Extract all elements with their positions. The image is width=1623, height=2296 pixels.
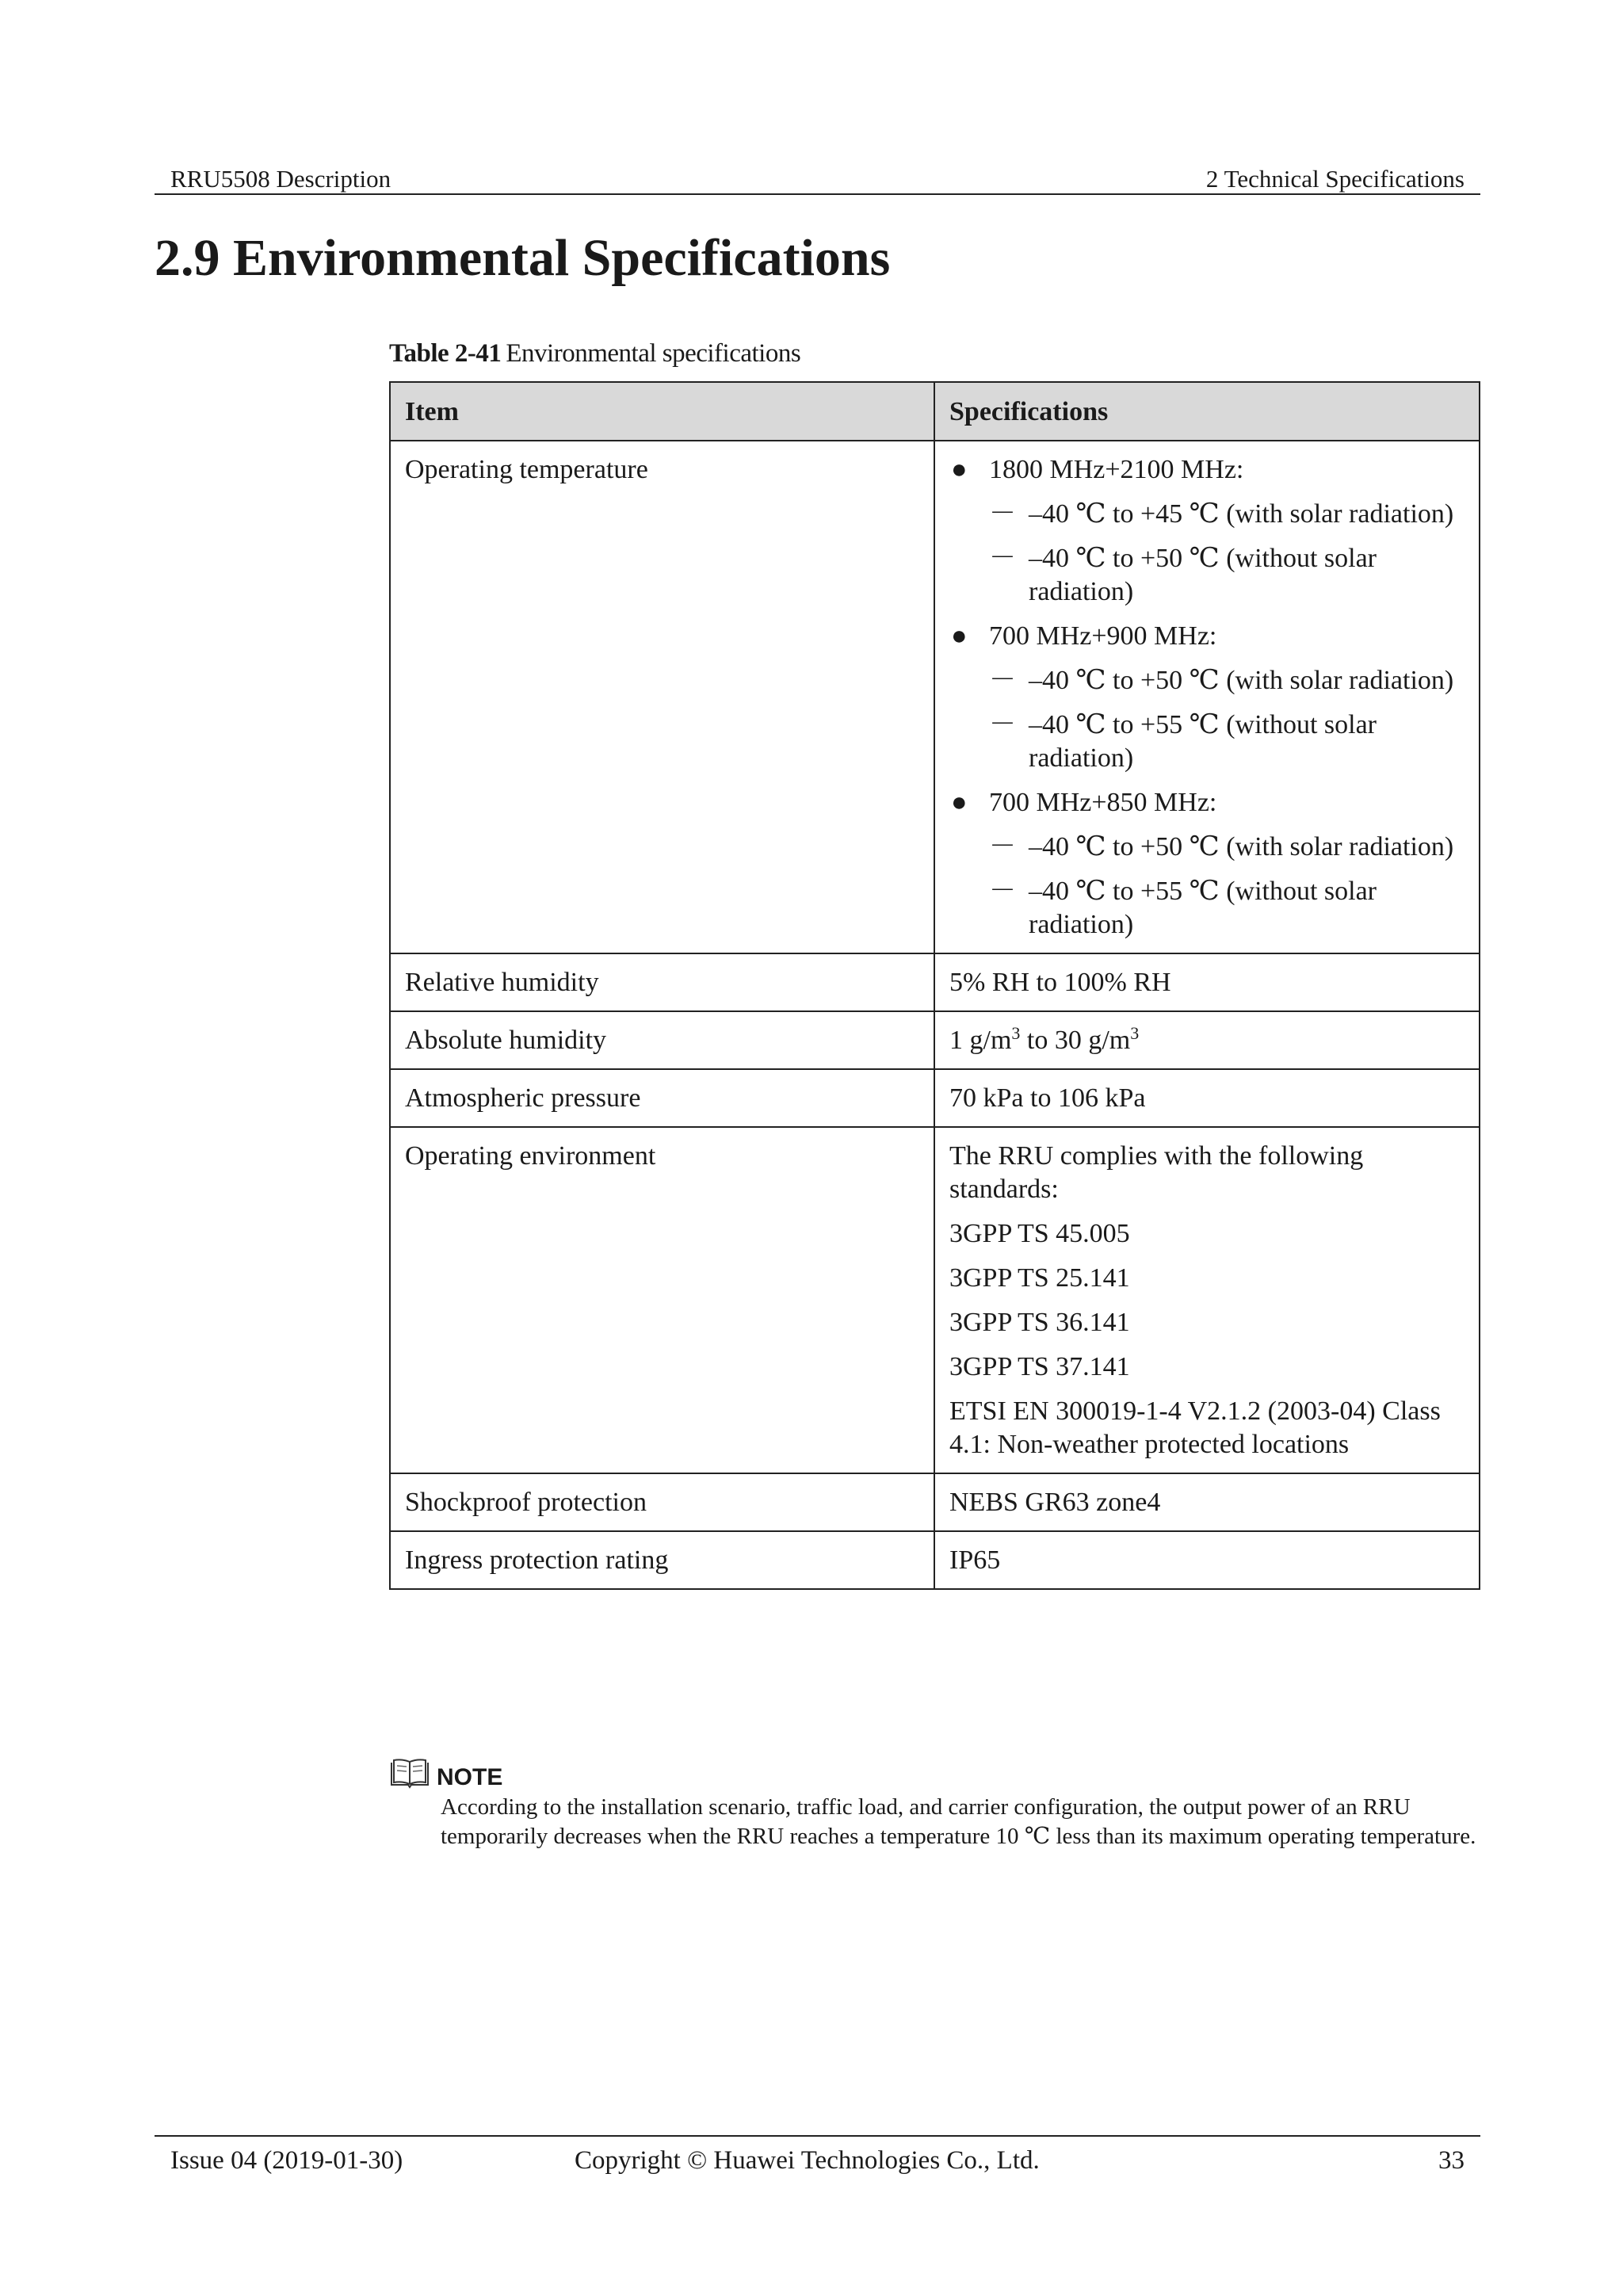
spec-text: to 30 g/m <box>1020 1026 1131 1055</box>
temperature-range: –40 ℃ to +55 ℃ (without solar radiation) <box>1029 877 1377 939</box>
item-cell: Ingress protection rating <box>390 1531 934 1589</box>
spec-cell <box>934 1127 1480 1473</box>
spec-cell <box>934 1011 1480 1069</box>
item-cell: Relative humidity <box>390 953 934 1011</box>
table-row <box>390 1531 1480 1589</box>
spec-cell: 70 kPa to 106 kPa <box>934 1069 1480 1127</box>
spec-cell: IP65 <box>934 1531 1480 1589</box>
dash-icon: － <box>989 499 1016 529</box>
note-text: According to the installation scenario, traffic load, and carrier configuration, the output power of an RRU temporarily decreases when the RRU reaches a temperature 10 ℃ less than its maximum operating temperature. <box>441 1794 1476 1849</box>
issue-date: Issue 04 (2019-01-30) <box>170 2146 403 2175</box>
page-footer <box>155 2135 1480 2176</box>
page-header <box>155 160 1480 195</box>
temperature-range: –40 ℃ to +50 ℃ (with solar radiation) <box>1029 666 1454 695</box>
book-icon <box>389 1758 430 1790</box>
note-block <box>389 1756 1483 1851</box>
item-cell: Operating temperature <box>390 441 934 953</box>
page-number: 33 <box>1438 2146 1465 2175</box>
copyright: Copyright © Huawei Technologies Co., Ltd. <box>575 2146 1040 2175</box>
section-title: 2.9 Environmental Specifications <box>155 229 891 287</box>
standard-item: 3GPP TS 37.141 <box>949 1352 1130 1381</box>
table-caption <box>389 339 800 369</box>
dash-icon: － <box>989 544 1016 573</box>
table-row <box>390 953 1480 1011</box>
table-row <box>390 441 1480 953</box>
band-group <box>949 786 1465 942</box>
standard-item: 3GPP TS 45.005 <box>949 1219 1130 1248</box>
spec-cell <box>934 441 1480 953</box>
spec-cell: NEBS GR63 zone4 <box>934 1473 1480 1531</box>
bullet-icon: ● <box>951 621 968 651</box>
column-header-item: Item <box>390 382 934 441</box>
dash-icon: － <box>989 710 1016 739</box>
superscript: 3 <box>1011 1023 1021 1043</box>
spec-cell: 5% RH to 100% RH <box>934 953 1480 1011</box>
band-group <box>949 453 1465 609</box>
standards-intro: The RRU complies with the following standards: <box>949 1141 1364 1204</box>
standard-item: ETSI EN 300019-1-4 V2.1.2 (2003-04) Class 4.1: Non-weather protected locations <box>949 1396 1441 1459</box>
bullet-icon: ● <box>951 455 968 484</box>
spec-text: 1 g/m <box>949 1026 1012 1055</box>
superscript: 3 <box>1130 1023 1140 1043</box>
dash-icon: － <box>989 877 1016 906</box>
table-row <box>390 1011 1480 1069</box>
band-label: 1800 MHz+2100 MHz: <box>989 455 1244 484</box>
item-cell: Operating environment <box>390 1127 934 1473</box>
standard-item: 3GPP TS 36.141 <box>949 1308 1130 1337</box>
environmental-spec-table <box>389 381 1480 1590</box>
table-caption-text: Environmental specifications <box>506 339 801 368</box>
item-cell: Shockproof protection <box>390 1473 934 1531</box>
document-title: RRU5508 Description <box>170 165 391 193</box>
band-group <box>949 620 1465 775</box>
dash-icon: － <box>989 832 1016 861</box>
table-row <box>390 1473 1480 1531</box>
bullet-icon: ● <box>951 788 968 817</box>
table-header-row <box>390 382 1480 441</box>
table-row <box>390 1127 1480 1473</box>
column-header-specifications: Specifications <box>934 382 1480 441</box>
standard-item: 3GPP TS 25.141 <box>949 1263 1130 1293</box>
band-label: 700 MHz+850 MHz: <box>989 788 1217 817</box>
dash-icon: － <box>989 666 1016 695</box>
chapter-title: 2 Technical Specifications <box>1205 165 1465 193</box>
table-row <box>390 1069 1480 1127</box>
band-label: 700 MHz+900 MHz: <box>989 621 1217 651</box>
temperature-range: –40 ℃ to +50 ℃ (without solar radiation) <box>1029 544 1377 606</box>
temperature-range: –40 ℃ to +55 ℃ (without solar radiation) <box>1029 710 1377 773</box>
note-label: NOTE <box>437 1764 503 1790</box>
item-cell: Atmospheric pressure <box>390 1069 934 1127</box>
temperature-range: –40 ℃ to +45 ℃ (with solar radiation) <box>1029 499 1454 529</box>
temperature-range: –40 ℃ to +50 ℃ (with solar radiation) <box>1029 832 1454 861</box>
item-cell: Absolute humidity <box>390 1011 934 1069</box>
table-number: Table 2-41 <box>389 339 502 368</box>
